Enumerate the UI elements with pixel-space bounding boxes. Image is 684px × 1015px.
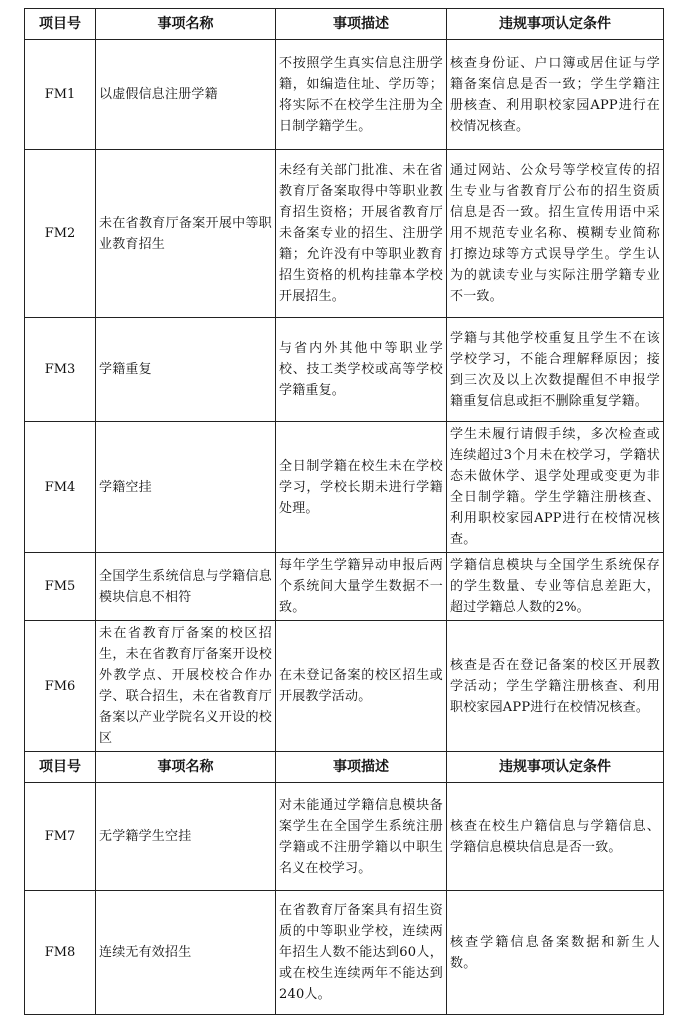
header-cond: 违规事项认定条件	[447, 752, 664, 783]
row-desc: 与省内外其他中等职业学校、技工类学校或高等学校学籍重复。	[276, 318, 447, 422]
row-name: 学籍重复	[96, 318, 276, 422]
row-cond: 核查在校生户籍信息与学籍信息、学籍信息模块信息是否一致。	[447, 783, 664, 891]
header-desc: 事项描述	[276, 752, 447, 783]
row-name: 连续无有效招生	[96, 891, 276, 1015]
row-code: FM7	[25, 783, 96, 891]
row-name: 全国学生系统信息与学籍信息模块信息不相符	[96, 553, 276, 621]
row-code: FM8	[25, 891, 96, 1015]
row-desc: 对未能通过学籍信息模块备案学生在全国学生系统注册学籍或不注册学籍以中职生名义在校学习。	[276, 783, 447, 891]
header-desc: 事项描述	[276, 9, 447, 40]
row-cond: 核查学籍信息备案数据和新生人数。	[447, 891, 664, 1015]
table-row	[25, 318, 664, 422]
row-desc: 未经有关部门批准、未在省教育厅备案取得中等职业教育招生资格；开展省教育厅未备案专业的招生、注册学籍；允许没有中等职业教育招生资格的机构挂靠本学校开展招生。	[276, 150, 447, 318]
row-code: FM4	[25, 422, 96, 553]
row-name: 未在省教育厅备案的校区招生，未在省教育厅备案开设校外教学点、开展校校合作办学、联合招生，未在省教育厅备案以产业学院名义开设的校区	[96, 621, 276, 752]
row-cond: 学籍信息模块与全国学生系统保存的学生数量、专业等信息差距大，超过学籍总人数的2%。	[447, 553, 664, 621]
header-cond: 违规事项认定条件	[447, 9, 664, 40]
table-row	[25, 40, 664, 150]
row-name: 未在省教育厅备案开展中等职业教育招生	[96, 150, 276, 318]
header-name: 事项名称	[96, 752, 276, 783]
table-header-row	[25, 9, 664, 40]
row-cond: 核查身份证、户口簿或居住证与学籍备案信息是否一致；学生学籍注册核查、利用职校家园APP进行在校情况核查。	[447, 40, 664, 150]
table-row	[25, 553, 664, 621]
row-desc: 全日制学籍在校生未在学校学习，学校长期未进行学籍处理。	[276, 422, 447, 553]
table-row	[25, 150, 664, 318]
row-desc: 在未登记备案的校区招生或开展教学活动。	[276, 621, 447, 752]
header-name: 事项名称	[96, 9, 276, 40]
row-code: FM1	[25, 40, 96, 150]
row-code: FM3	[25, 318, 96, 422]
row-code: FM6	[25, 621, 96, 752]
row-code: FM2	[25, 150, 96, 318]
header-code: 项目号	[25, 752, 96, 783]
row-name: 学籍空挂	[96, 422, 276, 553]
row-desc: 在省教育厅备案具有招生资质的中等职业学校，连续两年招生人数不能达到60人，或在校生连续两年不能达到240人。	[276, 891, 447, 1015]
row-desc: 每年学生学籍异动申报后两个系统间大量学生数据不一致。	[276, 553, 447, 621]
row-desc: 不按照学生真实信息注册学籍，如编造住址、学历等；将实际不在校学生注册为全日制学籍学生。	[276, 40, 447, 150]
table-row	[25, 891, 664, 1015]
row-cond: 通过网站、公众号等学校宣传的招生专业与省教育厅公布的招生资质信息是否一致。招生宣传用语中采用不规范专业名称、模糊专业简称打擦边球等方式误导学生。学生认为的就读专业与实际注册学籍专业不一致。	[447, 150, 664, 318]
row-code: FM5	[25, 553, 96, 621]
row-cond: 核查是否在登记备案的校区开展教学活动；学生学籍注册核查、利用职校家园APP进行在校情况核查。	[447, 621, 664, 752]
header-code: 项目号	[25, 9, 96, 40]
table-row	[25, 621, 664, 752]
row-name: 无学籍学生空挂	[96, 783, 276, 891]
violation-table	[24, 8, 664, 1015]
row-cond: 学籍与其他学校重复且学生不在该学校学习，不能合理解释原因；接到三次及以上次数提醒但不申报学籍重复信息或拒不删除重复学籍。	[447, 318, 664, 422]
table-row	[25, 422, 664, 553]
table-row	[25, 783, 664, 891]
table-header-row	[25, 752, 664, 783]
row-cond: 学生未履行请假手续，多次检查或连续超过3个月未在校学习，学籍状态未做休学、退学处理或变更为非全日制学籍。学生学籍注册核查、利用职校家园APP进行在校情况核查。	[447, 422, 664, 553]
row-name: 以虚假信息注册学籍	[96, 40, 276, 150]
